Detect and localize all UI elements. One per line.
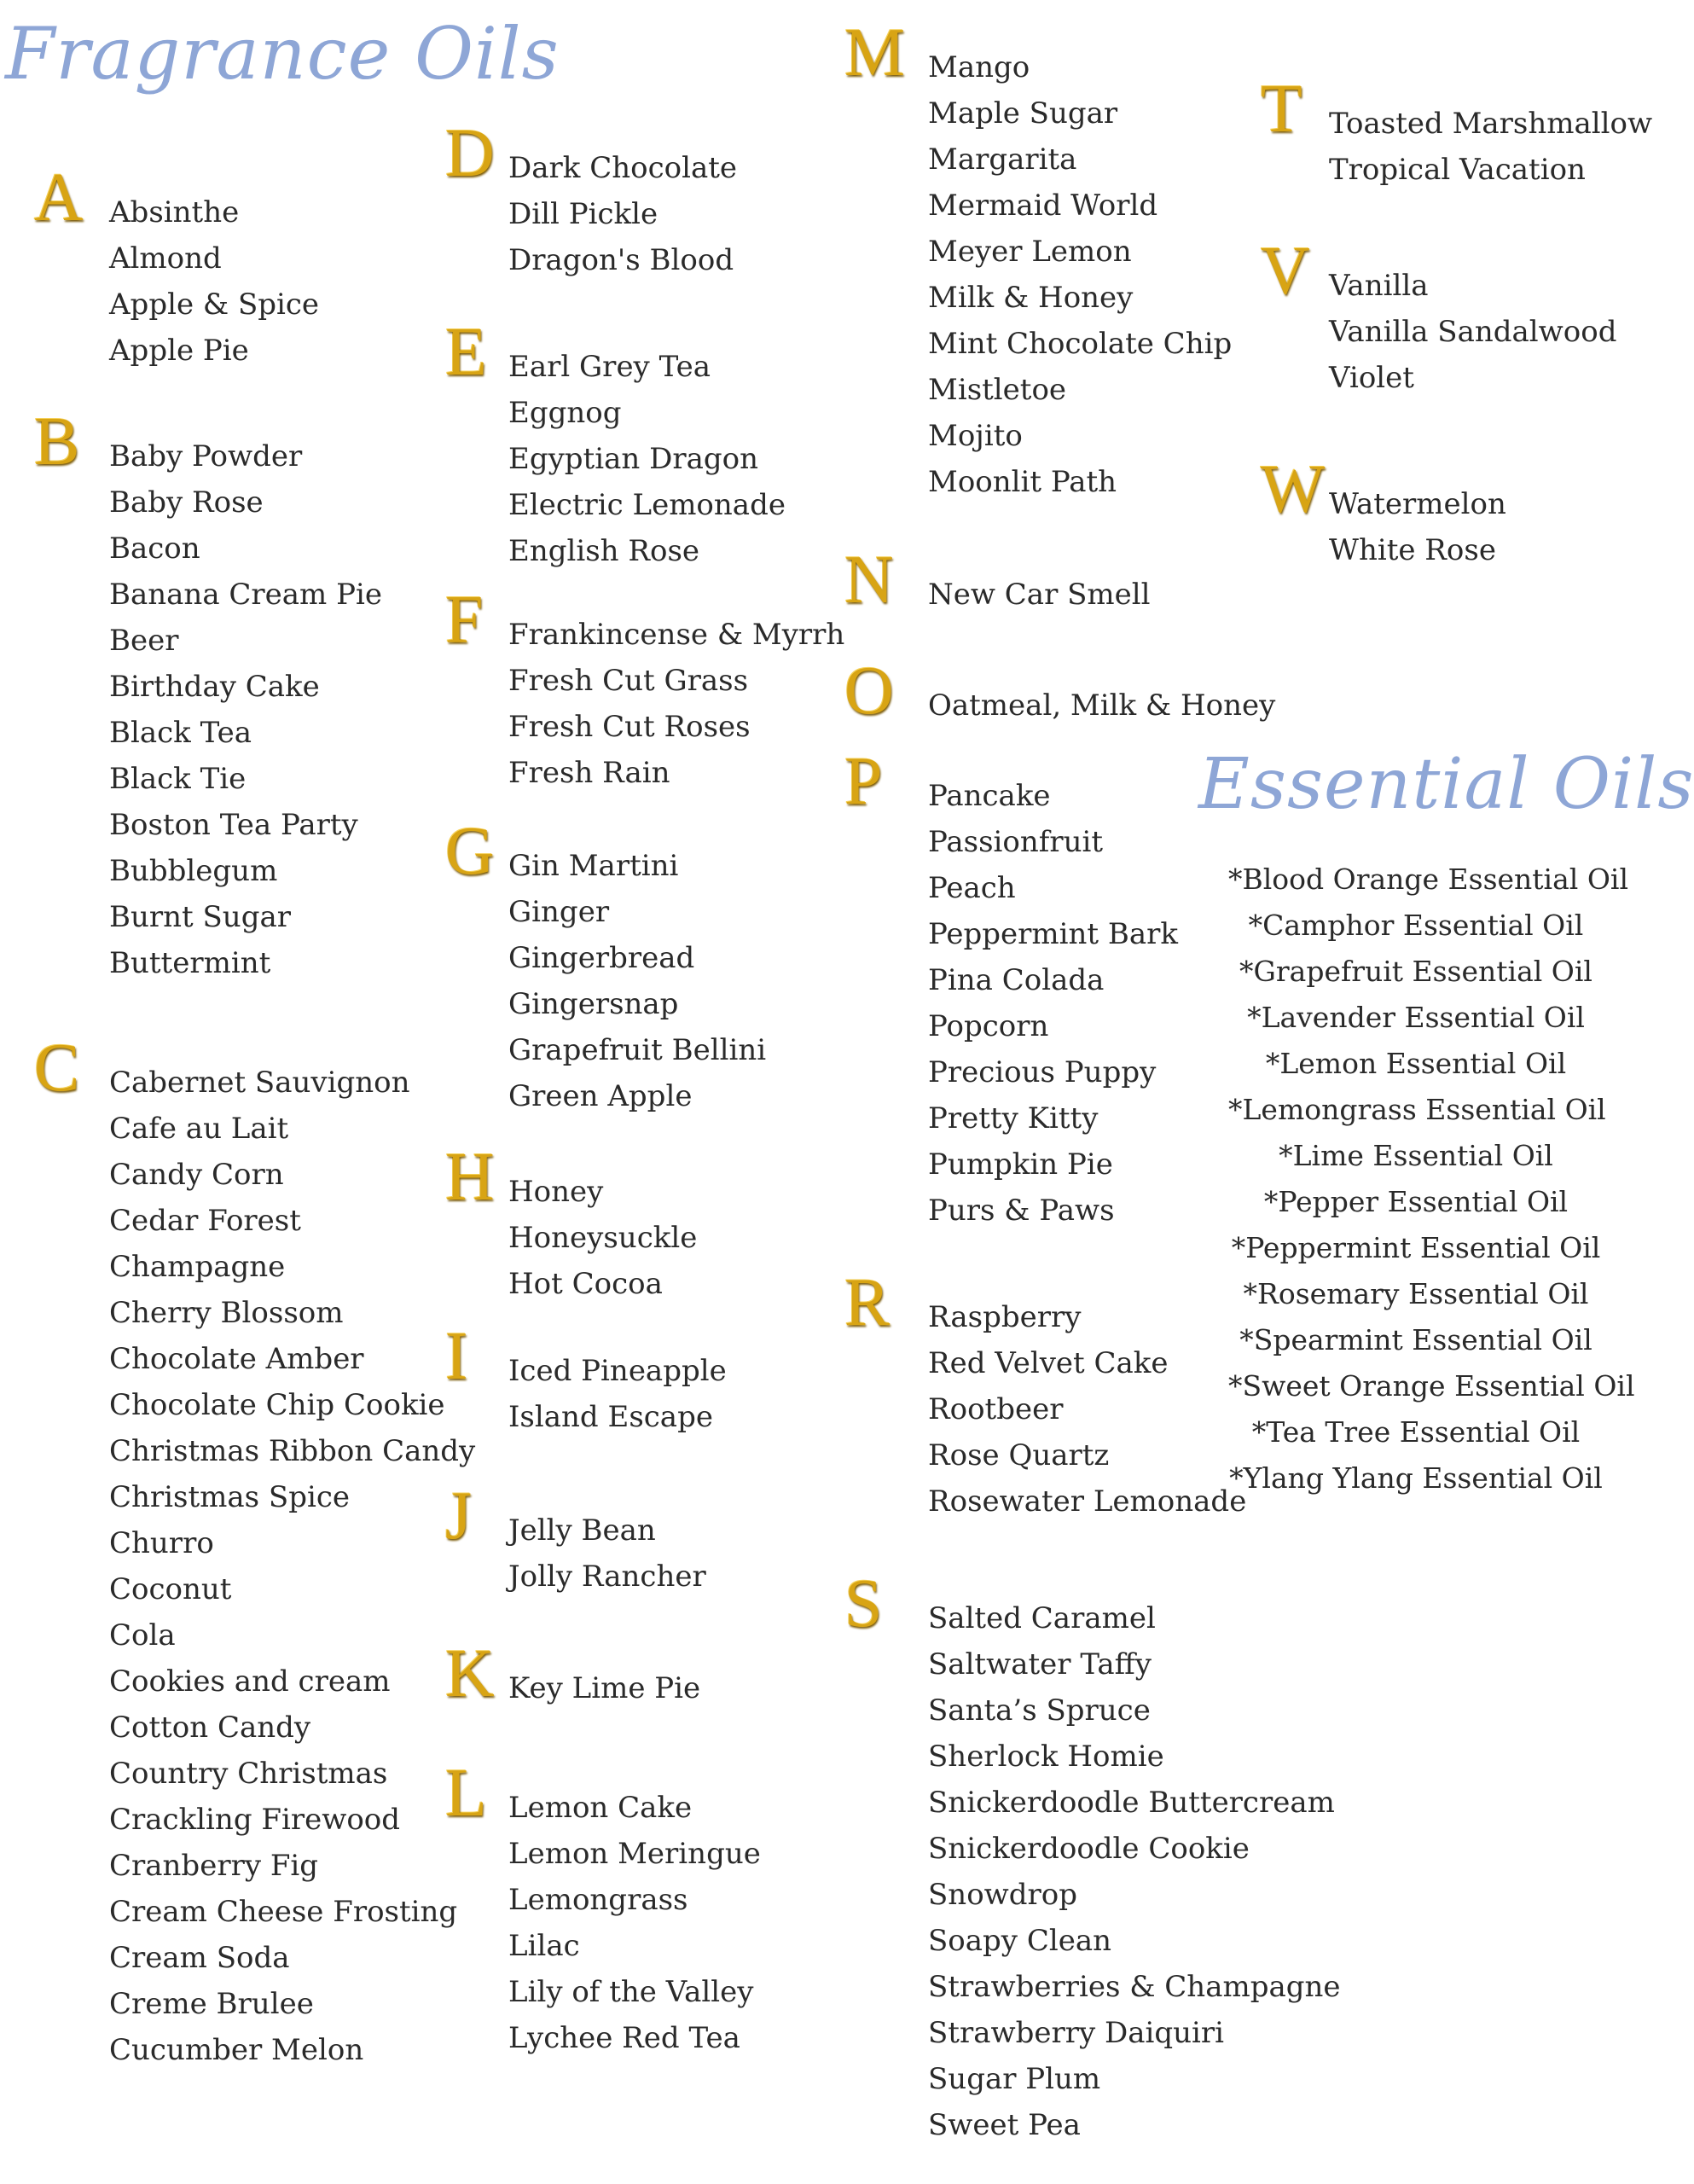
list-item: Vanilla	[1329, 269, 1429, 303]
section-items	[508, 1348, 727, 1440]
section-items	[928, 773, 1178, 1234]
section-items	[508, 1507, 706, 1600]
essential-oil-item: *Rosemary Essential Oil	[1243, 1277, 1589, 1310]
list-item: Key Lime Pie	[508, 1671, 701, 1705]
list-item: Jelly Bean	[508, 1513, 656, 1548]
essential-oil-item: *Lavender Essential Oil	[1247, 1001, 1585, 1034]
section-letter: J	[445, 1478, 473, 1554]
list-item: Rootbeer	[928, 1392, 1064, 1426]
list-item: Cafe au Lait	[109, 1112, 289, 1146]
section-letter: W	[1261, 452, 1326, 527]
essential-oil-item: *Lime Essential Oil	[1279, 1139, 1553, 1172]
list-item: Cherry Blossom	[109, 1296, 344, 1330]
list-item: Moonlit Path	[928, 465, 1117, 499]
list-item: Lemon Cake	[508, 1791, 693, 1825]
list-item: Pancake	[928, 779, 1051, 813]
list-item: Lemon Meringue	[508, 1837, 761, 1871]
section-letter: E	[445, 315, 487, 390]
section-items	[508, 612, 844, 796]
list-item: Popcorn	[928, 1009, 1049, 1043]
list-item: Baby Powder	[109, 439, 303, 473]
section-items	[109, 1060, 475, 2073]
list-item: Gingerbread	[508, 941, 695, 975]
section-letter: T	[1261, 72, 1302, 147]
list-item: Pina Colada	[928, 963, 1105, 997]
list-item: Baby Rose	[109, 485, 264, 520]
essential-oil-item: *Peppermint Essential Oil	[1231, 1231, 1601, 1264]
essential-oil-item: *Blood Orange Essential Oil	[1228, 863, 1628, 896]
section-letter: L	[445, 1756, 487, 1831]
list-item: Iced Pineapple	[508, 1354, 727, 1388]
list-item: Apple Pie	[109, 334, 249, 368]
list-item: Lily of the Valley	[508, 1975, 754, 2009]
list-item: Pumpkin Pie	[928, 1147, 1113, 1182]
list-item: Mistletoe	[928, 373, 1067, 407]
list-item: Santa’s Spruce	[928, 1693, 1151, 1728]
essential-oil-item: *Tea Tree Essential Oil	[1251, 1415, 1581, 1449]
section-letter: N	[844, 543, 894, 618]
list-item: Snowdrop	[928, 1878, 1078, 1912]
list-item: Country Christmas	[109, 1757, 388, 1791]
list-item: Fresh Cut Grass	[508, 664, 749, 698]
section-letter: G	[445, 814, 495, 889]
list-item: Cabernet Sauvignon	[109, 1066, 410, 1100]
list-item: Watermelon	[1329, 487, 1506, 521]
section-items	[109, 433, 382, 986]
list-item: Toasted Marshmallow	[1329, 107, 1653, 141]
list-item: Maple Sugar	[928, 96, 1118, 131]
list-item: Eggnog	[508, 396, 622, 430]
section-items	[508, 1665, 700, 1711]
section-letter: A	[34, 160, 84, 235]
list-item: Dark Chocolate	[508, 151, 738, 185]
section-letter: R	[844, 1265, 891, 1340]
list-item: Black Tea	[109, 716, 252, 750]
section-items	[508, 145, 737, 283]
list-item: Cream Cheese Frosting	[109, 1895, 458, 1929]
list-item: Buttermint	[109, 946, 271, 980]
section-items	[928, 1294, 1246, 1525]
list-item: Purs & Paws	[928, 1194, 1115, 1228]
list-item: Sherlock Homie	[928, 1740, 1164, 1774]
list-item: White Rose	[1329, 533, 1496, 567]
section-letter: D	[445, 116, 495, 191]
list-item: Salted Caramel	[928, 1601, 1156, 1635]
list-item: Soapy Clean	[928, 1924, 1111, 1958]
list-item: Beer	[109, 624, 179, 658]
list-item: Vanilla Sandalwood	[1329, 315, 1617, 349]
list-item: Almond	[109, 241, 222, 276]
list-item: Tropical Vacation	[1329, 153, 1586, 187]
list-item: Dragon's Blood	[508, 243, 734, 277]
list-item: Christmas Spice	[109, 1480, 351, 1514]
section-items	[508, 344, 786, 574]
list-item: Ginger	[508, 895, 610, 929]
essential-oil-item: *Pepper Essential Oil	[1263, 1185, 1569, 1218]
list-item: Hot Cocoa	[508, 1267, 663, 1301]
list-item: Mojito	[928, 419, 1023, 453]
list-item: Candy Corn	[109, 1158, 284, 1192]
list-item: Christmas Ribbon Candy	[109, 1434, 476, 1468]
list-item: Passionfruit	[928, 825, 1104, 859]
section-letter: M	[844, 15, 906, 90]
list-item: Churro	[109, 1526, 214, 1560]
list-item: Chocolate Chip Cookie	[109, 1388, 445, 1422]
list-item: Cookies and cream	[109, 1664, 391, 1699]
section-letter: H	[445, 1140, 495, 1215]
list-item: Frankincense & Myrrh	[508, 618, 845, 652]
essential-oil-item: *Lemon Essential Oil	[1265, 1047, 1567, 1080]
list-item: Raspberry	[928, 1300, 1082, 1334]
list-item: Cucumber Melon	[109, 2033, 364, 2067]
list-item: Birthday Cake	[109, 670, 320, 704]
list-item: Earl Grey Tea	[508, 350, 711, 384]
essential-oil-item: *Grapefruit Essential Oil	[1239, 955, 1592, 988]
section-items	[109, 189, 319, 374]
section-items	[928, 682, 1275, 729]
list-item: Lilac	[508, 1929, 580, 1963]
list-item: Cranberry Fig	[109, 1849, 319, 1883]
list-item: English Rose	[508, 534, 700, 568]
list-item: Fresh Rain	[508, 756, 670, 790]
list-item: Sweet Pea	[928, 2108, 1081, 2142]
section-letter: F	[445, 583, 484, 658]
section-letter: P	[844, 744, 883, 819]
list-item: Chocolate Amber	[109, 1342, 364, 1376]
list-item: Meyer Lemon	[928, 235, 1132, 269]
section-letter: I	[445, 1319, 468, 1394]
section-items	[1329, 481, 1506, 573]
list-item: Green Apple	[508, 1079, 693, 1113]
list-item: Mango	[928, 50, 1030, 84]
list-item: Egyptian Dragon	[508, 442, 758, 476]
section-items	[1329, 101, 1652, 193]
list-item: Peach	[928, 871, 1016, 905]
list-item: Bubblegum	[109, 854, 278, 888]
list-item: Lychee Red Tea	[508, 2021, 740, 2055]
list-item: Snickerdoodle Buttercream	[928, 1786, 1335, 1820]
list-item: Rose Quartz	[928, 1438, 1110, 1472]
list-item: Oatmeal, Milk & Honey	[928, 688, 1276, 723]
list-item: Lemongrass	[508, 1883, 688, 1917]
list-item: Mermaid World	[928, 189, 1158, 223]
section-letter: B	[34, 404, 80, 479]
list-item: Cedar Forest	[109, 1204, 301, 1238]
list-item: Cotton Candy	[109, 1711, 311, 1745]
list-item: Electric Lemonade	[508, 488, 786, 522]
section-items	[508, 1785, 761, 2061]
list-item: Champagne	[109, 1250, 286, 1284]
section-letter: C	[34, 1031, 80, 1106]
list-item: Cola	[109, 1618, 176, 1653]
list-item: Peppermint Bark	[928, 917, 1178, 951]
list-item: Milk & Honey	[928, 281, 1134, 315]
essential-oil-item: *Camphor Essential Oil	[1248, 909, 1584, 942]
section-items	[508, 843, 766, 1119]
essential-oil-item: *Spearmint Essential Oil	[1239, 1323, 1592, 1356]
list-item: Strawberry Daiquiri	[928, 2016, 1225, 2050]
list-item: Sugar Plum	[928, 2062, 1101, 2096]
list-item: Crackling Firewood	[109, 1803, 401, 1837]
list-item: Coconut	[109, 1572, 232, 1606]
list-item: Dill Pickle	[508, 197, 658, 231]
list-item: Gin Martini	[508, 849, 679, 883]
list-item: Fresh Cut Roses	[508, 710, 751, 744]
section-items	[928, 572, 1151, 618]
list-item: Margarita	[928, 142, 1077, 177]
section-letter: K	[445, 1636, 495, 1711]
list-item: Black Tie	[109, 762, 247, 796]
essential-oil-item: *Ylang Ylang Essential Oil	[1229, 1461, 1603, 1495]
section-items	[1329, 263, 1616, 401]
list-item: Mint Chocolate Chip	[928, 327, 1233, 361]
list-item: Honey	[508, 1175, 604, 1209]
essential-oils-title: Essential Oils	[1198, 744, 1694, 825]
list-item: Jolly Rancher	[508, 1560, 706, 1594]
list-item: Saltwater Taffy	[928, 1647, 1152, 1682]
list-item: Boston Tea Party	[109, 808, 358, 842]
list-item: Rosewater Lemonade	[928, 1484, 1247, 1519]
fragrance-oils-title: Fragrance Oils	[5, 12, 560, 96]
essential-oil-item: *Lemongrass Essential Oil	[1228, 1093, 1606, 1126]
list-item: Gingersnap	[508, 987, 679, 1021]
section-items	[508, 1169, 697, 1307]
list-item: Bacon	[109, 531, 200, 566]
list-item: Burnt Sugar	[109, 900, 291, 934]
list-item: Red Velvet Cake	[928, 1346, 1169, 1380]
list-item: Island Escape	[508, 1400, 713, 1434]
list-item: Grapefruit Bellini	[508, 1033, 767, 1067]
section-items	[928, 44, 1232, 505]
list-item: Banana Cream Pie	[109, 578, 382, 612]
section-letter: O	[844, 653, 894, 729]
list-item: Pretty Kitty	[928, 1101, 1099, 1136]
list-item: Apple & Spice	[109, 288, 320, 322]
list-item: Cream Soda	[109, 1941, 290, 1975]
list-item: Precious Puppy	[928, 1055, 1157, 1089]
essential-oils-list	[1228, 857, 1635, 1502]
list-item: Absinthe	[109, 195, 240, 229]
essential-oil-item: *Sweet Orange Essential Oil	[1228, 1369, 1635, 1403]
section-letter: S	[844, 1566, 883, 1641]
list-item: Violet	[1329, 361, 1414, 395]
section-letter: V	[1261, 234, 1310, 309]
list-item: Strawberries & Champagne	[928, 1970, 1341, 2004]
list-item: Honeysuckle	[508, 1221, 698, 1255]
list-item: New Car Smell	[928, 578, 1151, 612]
list-item: Snickerdoodle Cookie	[928, 1832, 1250, 1866]
list-item: Creme Brulee	[109, 1987, 314, 2021]
section-items	[928, 1595, 1341, 2148]
